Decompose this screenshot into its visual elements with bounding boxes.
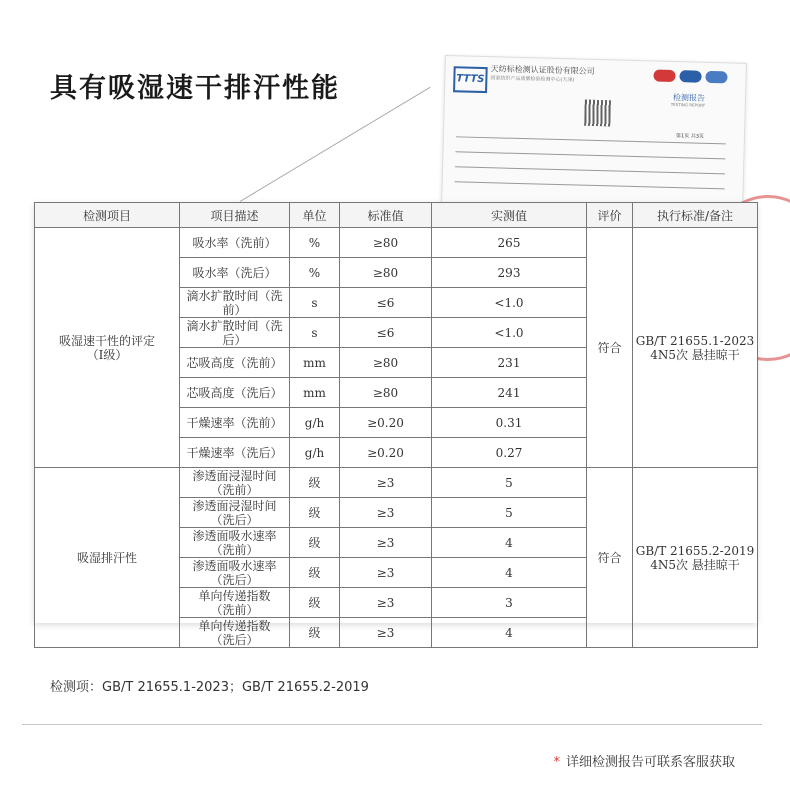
- page-title: 具有吸湿速干排汗性能: [50, 73, 340, 104]
- col-header-eval: 评价: [587, 203, 633, 228]
- report-title: 检测报告: [672, 92, 706, 103]
- table-row: [35, 468, 758, 498]
- row-std: ≥0.20: [340, 408, 432, 438]
- row-desc: [180, 468, 290, 498]
- row-desc: 芯吸高度（洗后）: [180, 378, 290, 408]
- standard-code: GB/T 21655.1-2023: [635, 333, 755, 348]
- row-value: 4: [432, 528, 587, 558]
- contact-text: 详细检测报告可联系客服获取: [565, 755, 735, 770]
- row-desc: 吸水率（洗前）: [180, 228, 290, 258]
- row-desc-main: 单向传递指数: [198, 588, 271, 603]
- report-page-number: 第1页 共3页: [675, 133, 704, 140]
- col-header-std: 标准值: [340, 203, 432, 228]
- test-results-table-card: [34, 202, 757, 647]
- row-value: 0.27: [432, 438, 587, 468]
- row-std: ≥3: [340, 558, 432, 588]
- group-name: 吸湿速干性的评定: [58, 333, 155, 348]
- test-results-table: [34, 202, 758, 648]
- row-desc: 干燥速率（洗前）: [180, 408, 290, 438]
- row-std: ≥3: [340, 528, 432, 558]
- row-desc: 干燥速率（洗后）: [180, 438, 290, 468]
- row-std: ≥80: [340, 378, 432, 408]
- row-desc: [180, 528, 290, 558]
- row-std: ≥3: [340, 468, 432, 498]
- row-desc-main: 渗透面吸水速率: [192, 558, 277, 573]
- row-value: 3: [432, 588, 587, 618]
- row-value: 4: [432, 618, 587, 648]
- row-value: 293: [432, 258, 587, 288]
- row-value: 241: [432, 378, 587, 408]
- table-row: [35, 228, 758, 258]
- row-std: ≤6: [340, 288, 432, 318]
- cert-badges: [653, 69, 727, 83]
- report-rule: [455, 166, 725, 174]
- row-unit: 级: [290, 528, 340, 558]
- col-header-value: 实测值: [432, 203, 587, 228]
- row-std: ≥80: [340, 228, 432, 258]
- ilac-badge-icon: [679, 70, 701, 83]
- group-evaluation: 符合: [587, 228, 633, 468]
- contact-note: [553, 751, 735, 770]
- row-desc-sub: （洗前）: [210, 602, 259, 617]
- row-unit: 级: [290, 588, 340, 618]
- row-std: ≥3: [340, 498, 432, 528]
- col-header-standard: 执行标准/备注: [633, 203, 758, 228]
- row-value: 231: [432, 348, 587, 378]
- ttts-logo: TTTS: [453, 66, 488, 93]
- row-unit: s: [290, 288, 340, 318]
- row-std: ≥3: [340, 618, 432, 648]
- standard-code: GB/T 21655.2-2019: [635, 543, 755, 558]
- row-desc: 吸水率（洗后）: [180, 258, 290, 288]
- row-desc: 滴水扩散时间（洗前）: [180, 288, 290, 318]
- row-unit: 级: [290, 498, 340, 528]
- row-desc-main: 渗透面浸湿时间: [192, 498, 277, 513]
- test-items-footnote: 检测项：GB/T 21655.1-2023；GB/T 21655.2-2019: [50, 680, 369, 695]
- row-desc: [180, 498, 290, 528]
- report-subtitle: TESTING REPORT: [670, 101, 706, 108]
- row-value: <1.0: [432, 318, 587, 348]
- row-desc: 滴水扩散时间（洗后）: [180, 318, 290, 348]
- report-rule: [455, 181, 725, 189]
- row-value: 5: [432, 498, 587, 528]
- row-value: 265: [432, 228, 587, 258]
- row-desc-sub: （洗后）: [210, 572, 259, 587]
- row-unit: %: [290, 228, 340, 258]
- report-org-name: 天纺标检测认证股份有限公司: [490, 64, 595, 76]
- row-std: ≥3: [340, 588, 432, 618]
- row-desc: [180, 618, 290, 648]
- row-unit: mm: [290, 378, 340, 408]
- row-desc: [180, 588, 290, 618]
- col-header-unit: 单位: [290, 203, 340, 228]
- row-value: <1.0: [432, 288, 587, 318]
- standard-note: 4N5次 悬挂晾干: [650, 347, 740, 362]
- row-std: ≥80: [340, 348, 432, 378]
- group-grade: （Ⅰ级）: [86, 347, 128, 362]
- row-desc-main: 单向传递指数: [198, 618, 271, 633]
- col-header-desc: 项目描述: [180, 203, 290, 228]
- group-standard: [633, 228, 758, 468]
- group-evaluation: 符合: [587, 468, 633, 648]
- row-value: 4: [432, 558, 587, 588]
- section-divider: [22, 724, 762, 725]
- group-label: 吸湿排汗性: [35, 468, 180, 648]
- row-desc-main: 渗透面浸湿时间: [192, 468, 277, 483]
- col-header-item: 检测项目: [35, 203, 180, 228]
- row-value: 0.31: [432, 408, 587, 438]
- asterisk-icon: *: [553, 755, 560, 770]
- group-standard: [633, 468, 758, 648]
- cnas-badge-icon: [705, 71, 727, 84]
- row-unit: 级: [290, 558, 340, 588]
- row-value: 5: [432, 468, 587, 498]
- row-unit: g/h: [290, 438, 340, 468]
- table-header-row: [35, 203, 758, 228]
- row-std: ≥0.20: [340, 438, 432, 468]
- row-std: ≤6: [340, 318, 432, 348]
- row-unit: g/h: [290, 408, 340, 438]
- row-desc-sub: （洗前）: [210, 482, 259, 497]
- report-rule: [455, 151, 725, 159]
- cma-badge-icon: [653, 69, 675, 82]
- row-std: ≥80: [340, 258, 432, 288]
- row-desc-main: 渗透面吸水速率: [192, 528, 277, 543]
- row-desc: 芯吸高度（洗前）: [180, 348, 290, 378]
- row-unit: s: [290, 318, 340, 348]
- report-org-sub: 国家纺织产品质量检验检测中心(天津): [490, 75, 575, 84]
- row-unit: 级: [290, 618, 340, 648]
- row-desc: [180, 558, 290, 588]
- row-unit: mm: [290, 348, 340, 378]
- row-desc-sub: （洗前）: [210, 542, 259, 557]
- qr-code-icon: [584, 100, 611, 127]
- row-desc-sub: （洗后）: [210, 512, 259, 527]
- row-unit: %: [290, 258, 340, 288]
- standard-note: 4N5次 悬挂晾干: [650, 557, 740, 572]
- group-label: [35, 228, 180, 468]
- row-desc-sub: （洗后）: [210, 632, 259, 647]
- row-unit: 级: [290, 468, 340, 498]
